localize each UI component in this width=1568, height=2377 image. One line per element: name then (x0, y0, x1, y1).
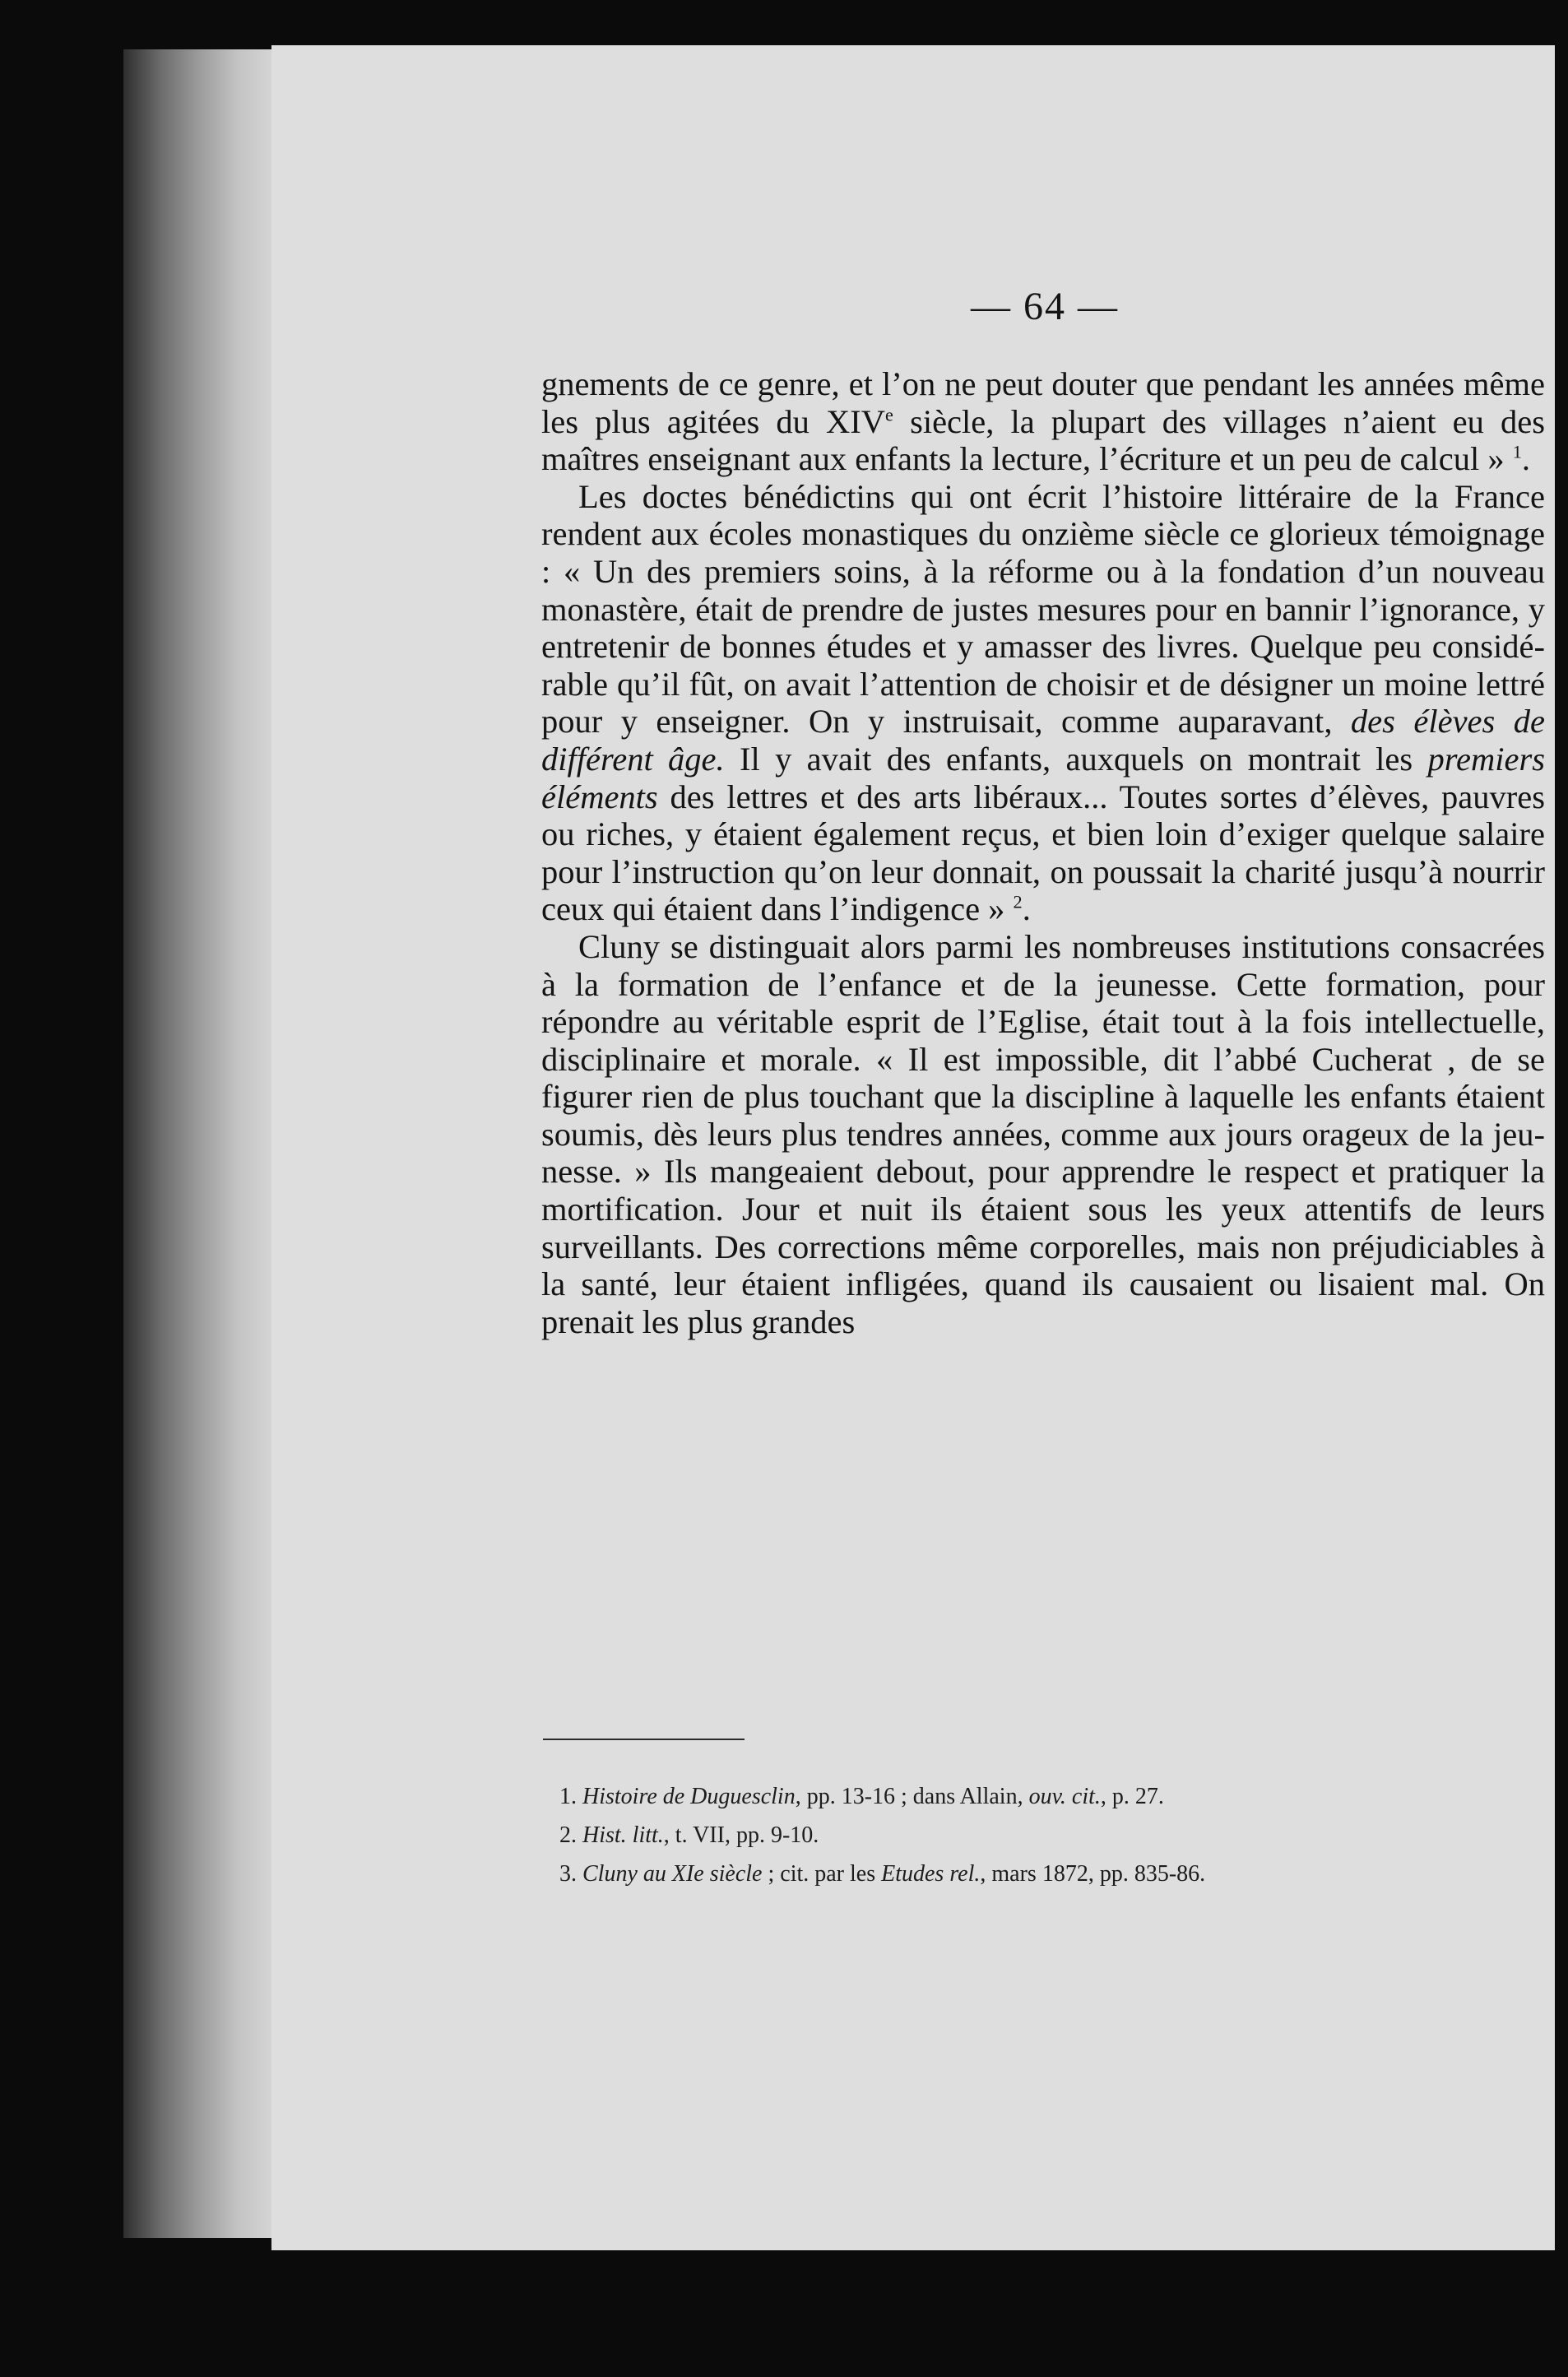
text-run: gnements de ce genre, et l’on ne peut douter que pendant les années même les plus agitées du XIV (541, 365, 1545, 440)
text-run: siècle, la plupart des villages n’aient eu des maîtres enseignant aux enfants la lecture, l’écriture et un peu de calcul » (541, 402, 1545, 478)
italic-run: Hist. litt. (582, 1822, 664, 1848)
text-run: 2. (559, 1822, 582, 1848)
superscript: e (885, 404, 893, 425)
book-gutter-shadow (123, 49, 288, 2238)
footnotes (559, 1777, 1530, 1893)
italic-run: des élèves de différent âge. (541, 703, 1545, 778)
footnote (559, 1855, 1530, 1893)
italic-run: Cluny au XIe siècle (582, 1861, 763, 1887)
page-number: — 64 — (971, 285, 1119, 328)
italic-run: premiers éléments (541, 740, 1545, 815)
text-run: . (1022, 890, 1031, 928)
text-run: Il y avait des enfants, auxquels on montrait les (724, 740, 1428, 778)
paragraph (541, 928, 1545, 1341)
text-run: des lettres et des arts libéraux... Toutes sortes d’élèves, pauvres ou riches, y étaient également reçus, et bien loin d’exiger quelque salaire pour l’instruction qu’on leur donnait, on poussait la charité jusqu’à nourrir ceux qui étaient dans l’indigence » (541, 778, 1545, 928)
paragraph (541, 365, 1545, 478)
italic-run: ouv. cit. (1028, 1784, 1101, 1809)
superscript: 2 (1013, 891, 1023, 912)
italic-run: Etudes rel. (881, 1861, 981, 1887)
text-run: , mars 1872, pp. 835-86. (980, 1861, 1206, 1887)
text-run: Les doctes bénédictins qui ont écrit l’histoire littéraire de la France rendent aux écoles monastiques du onzième siècle ce glorieux témoignage : « Un des premiers soins, à la réforme ou à la fondation d’un nouveau monastère, était de prendre de justes mesures pour en bannir l’ignorance, y entretenir de bonnes études et y amasser des livres. Quelque peu considérable qu’il fût, on avait l’attention de choisir et de désigner un moine lettré pour y enseigner. On y instruisait, comme auparavant, (541, 477, 1545, 740)
text-run: , p. 27. (1100, 1784, 1164, 1809)
paragraph (541, 478, 1545, 928)
text-run: 1. (559, 1784, 582, 1809)
footnote (559, 1816, 1530, 1855)
text-run: Cluny se distinguait alors parmi les nombreuses institutions consacrées à la formation de l’enfance et de la jeunesse. Cette formation, pour répondre au véritable esprit de l’Eglise, était tout à la fois intellectuelle, disciplinaire et morale. « Il est impossible, dit l’abbé Cucherat , de se figurer rien de plus touchant que la discipline à laquelle les enfants étaient soumis, dès leurs plus tendres années, comme aux jours orageux de la jeunesse. » Ils mangeaient debout, pour apprendre le respect et pratiquer la mortification. Jour et nuit ils étaient sous les yeux attentifs de leurs surveillants. Des corrections même corporelles, mais non préjudiciables à la santé, leur étaient infligées, quand ils causaient ou lisaient mal. On prenait les plus grandes (541, 927, 1545, 1340)
text-run: 3. (559, 1861, 582, 1887)
text-run: , pp. 13-16 ; dans Allain, (795, 1784, 1029, 1809)
footnote (559, 1777, 1530, 1816)
superscript: 1 (1512, 441, 1522, 462)
text-run: , t. VII, pp. 9-10. (663, 1822, 819, 1848)
text-run: . (1521, 440, 1530, 478)
body-text (541, 365, 1545, 1340)
text-run: ; cit. par les (762, 1861, 882, 1887)
italic-run: Histoire de Duguesclin (582, 1784, 796, 1809)
footnote-rule (543, 1739, 745, 1740)
